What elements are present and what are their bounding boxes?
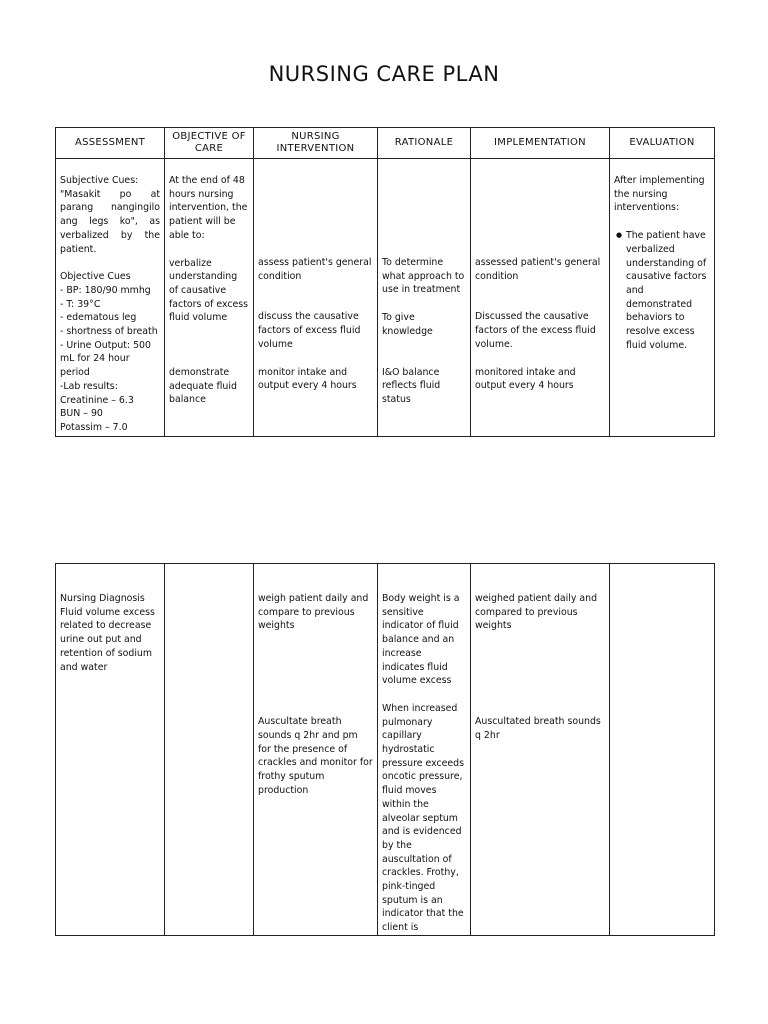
header-row	[56, 128, 715, 159]
objective-item: - BP: 180/90 mmhg	[60, 284, 151, 296]
objective-item: - T: 39°C	[60, 298, 101, 310]
intervention-cell	[254, 159, 378, 437]
implementation-item: assessed patient's general condition	[475, 257, 601, 282]
intervention-item: monitor intake and output every 4 hours	[258, 366, 357, 392]
objective-intro: At the end of 48 hours nursing intervention, the patient will be able to:	[169, 175, 248, 241]
care-plan-row	[56, 159, 715, 437]
objective-goal: demonstrate adequate fluid balance	[169, 367, 237, 406]
page-title: NURSING CARE PLAN	[268, 62, 500, 86]
evaluation-cell	[610, 159, 715, 437]
evaluation-list	[614, 229, 710, 352]
care-plan-row	[56, 564, 715, 936]
implementation-item: weighed patient daily and compared to previous weights	[475, 593, 598, 632]
implementation-item: Discussed the causative factors of the excess fluid volume.	[475, 311, 596, 350]
objective-item: Creatinine – 6.3	[60, 394, 134, 406]
intervention-item: assess patient's general condition	[258, 257, 372, 282]
objective-item: -Lab results:	[60, 380, 118, 392]
implementation-item: Auscultated breath sounds q 2hr	[475, 716, 601, 741]
rationale-cell	[378, 159, 471, 437]
objective-cell-empty	[165, 564, 254, 936]
nursing-diagnosis: Nursing Diagnosis Fluid volume excess related to decrease urine out put and retention of sodium and water	[60, 593, 155, 673]
diagnosis-cell	[56, 564, 165, 936]
subjective-heading: Subjective Cues:	[60, 175, 139, 186]
header-intervention: NURSING INTERVENTION	[254, 128, 378, 159]
implementation-cell	[471, 159, 610, 437]
rationale-item: When increased pulmonary capillary hydrostatic pressure exceeds oncotic pressure, fluid moves within the alveolar septum and is evidenced by the auscultation of crackles. Frothy, pink-tinged sputum is an indicator that the client is	[382, 702, 464, 934]
evaluation-intro: After implementing the nursing interventions:	[614, 175, 705, 214]
intervention-item: weigh patient daily and compare to previous weights	[258, 593, 369, 632]
objective-item: - edematous leg	[60, 312, 137, 324]
objective-cell	[165, 159, 254, 437]
assessment-cell	[56, 159, 165, 437]
intervention-item: Auscultate breath sounds q 2hr and pm for the presence of crackles and monitor for frothy sputum production	[258, 716, 373, 796]
rationale-item: To determine what approach to use in treatment	[382, 257, 465, 296]
objective-goal: verbalize understanding of causative factors of excess fluid volume	[169, 257, 249, 324]
header-evaluation: EVALUATION	[610, 128, 715, 159]
care-plan-table-continued	[55, 563, 715, 936]
evaluation-cell-empty	[610, 564, 715, 936]
rationale-item: Body weight is a sensitive indicator of fluid balance and an increase indicates fluid volume excess	[382, 593, 460, 687]
implementation-cell	[471, 564, 610, 936]
header-assessment: ASSESSMENT	[56, 128, 165, 159]
evaluation-bullet: ● The patient have verbalized understanding of causative factors and demonstrated behaviors to resolve excess fluid volume.	[626, 229, 710, 352]
implementation-item: monitored intake and output every 4 hours	[475, 366, 576, 392]
objective-item: Potassim – 7.0	[60, 421, 128, 433]
rationale-item: I&O balance reflects fluid status	[382, 366, 441, 405]
header-rationale: RATIONALE	[378, 128, 471, 159]
rationale-item: To give knowledge	[382, 312, 433, 337]
objective-item: BUN – 90	[60, 408, 103, 420]
objective-item: - shortness of breath	[60, 326, 158, 338]
care-plan-table	[55, 127, 715, 437]
rationale-cell	[378, 564, 471, 936]
header-implementation: IMPLEMENTATION	[471, 128, 610, 159]
objective-heading: Objective Cues	[60, 271, 131, 283]
objective-item: - Urine Output: 500 mL for 24 hour period	[60, 339, 151, 379]
intervention-item: discuss the causative factors of excess fluid volume	[258, 311, 361, 350]
subjective-text: "Masakit po at parang nangingilo ang legs ko", as verbalized by the patient.	[60, 188, 160, 255]
intervention-cell	[254, 564, 378, 936]
header-objective: OBJECTIVE OF CARE	[165, 128, 254, 159]
